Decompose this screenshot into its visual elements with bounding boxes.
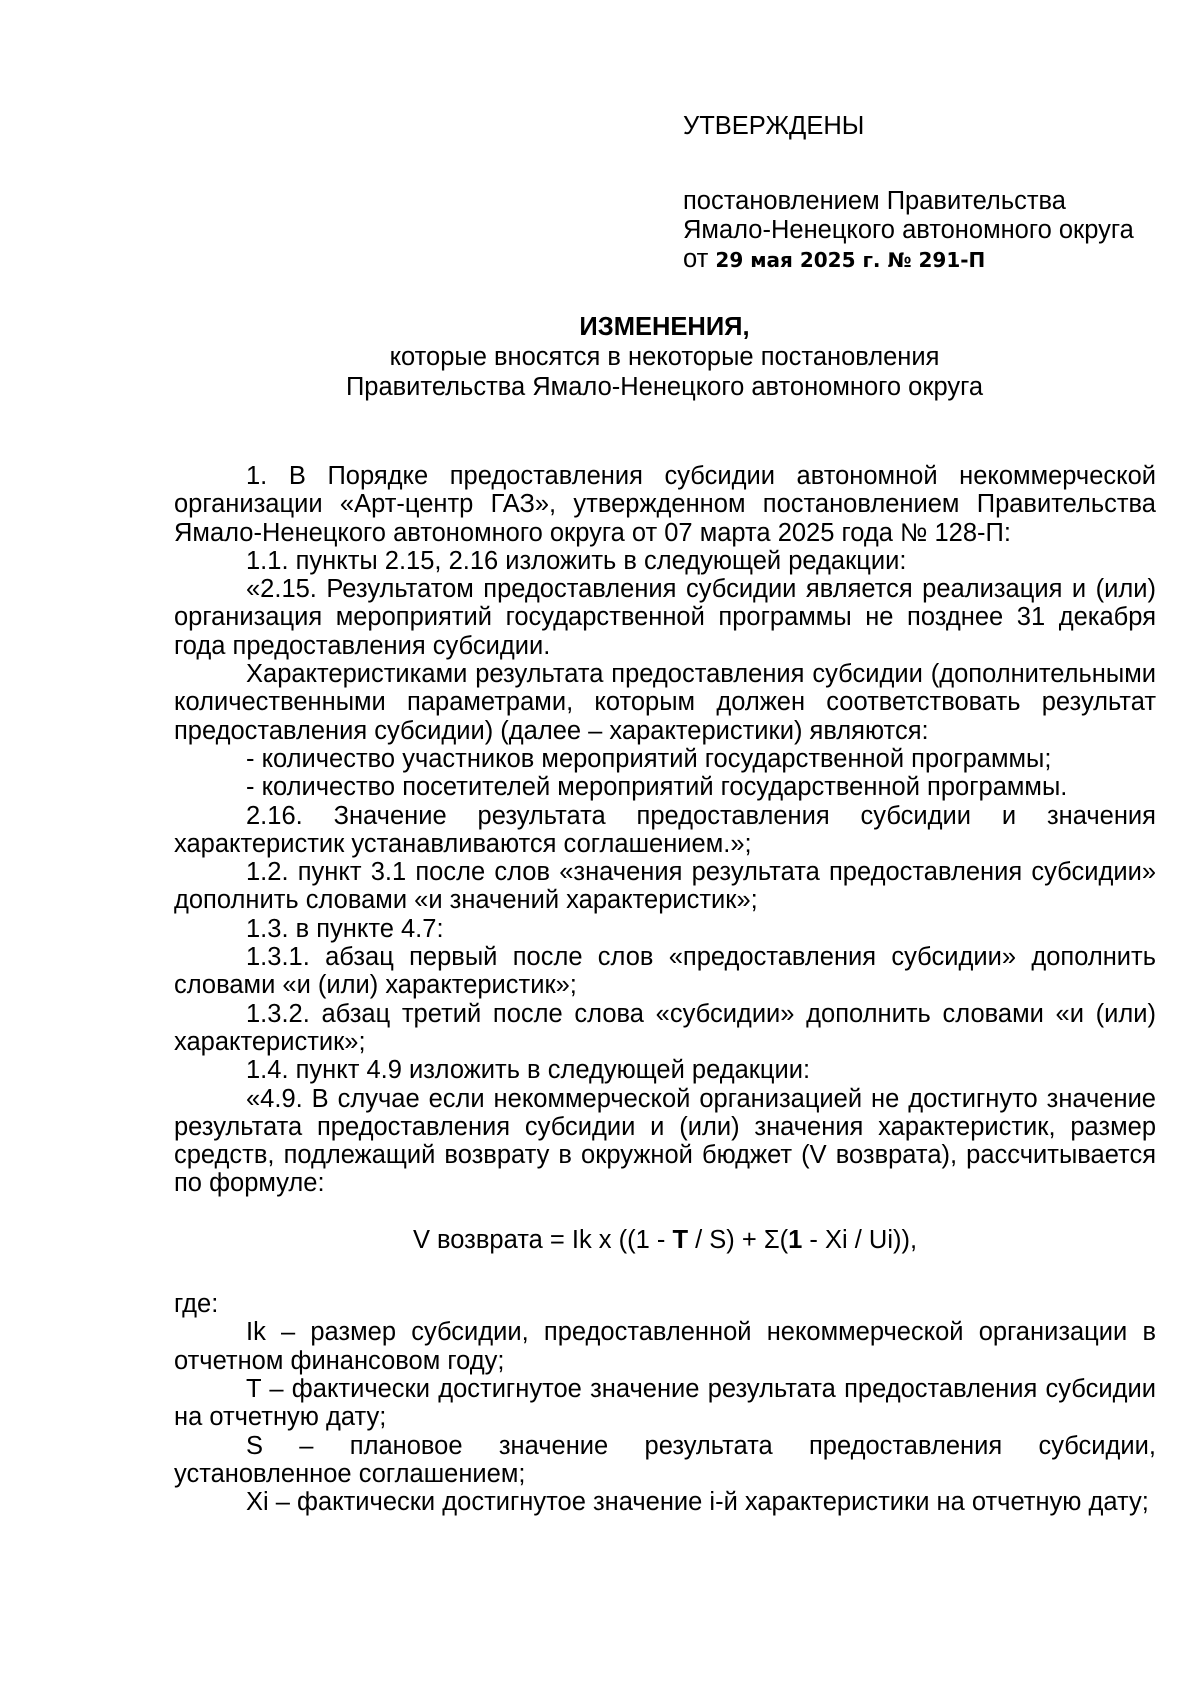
where-label: где: xyxy=(174,1290,219,1319)
paragraph: «2.15. Результатом предоставления субсидии является реализация и (или) организация мероприятий государственной программы не позднее 31 декабря года предоставления субсидии. xyxy=(174,575,1156,660)
paragraph: 1.3. в пункте 4.7: xyxy=(246,914,444,943)
definition: Xi – фактически достигнутое значение i-й характеристики на отчетную дату; xyxy=(246,1488,1149,1517)
paragraph: 1.2. пункт 3.1 после слов «значения результата предоставления субсидии» дополнить словами «и значений характеристик»; xyxy=(174,858,1156,915)
formula-t: T xyxy=(672,1225,689,1254)
formula-one: 1 xyxy=(788,1225,803,1254)
paragraph: 1.1. пункты 2.15, 2.16 изложить в следующей редакции: xyxy=(246,546,907,575)
approval-line-2: Ямало-Ненецкого автономного округа xyxy=(683,216,1134,244)
paragraph: 1.4. пункт 4.9 изложить в следующей редакции: xyxy=(246,1056,811,1085)
approval-date-line xyxy=(683,245,1134,275)
paragraph: 1.3.1. абзац первый после слов «предоставления субсидии» дополнить словами «и (или) характеристик»; xyxy=(174,943,1156,1000)
paragraph: 2.16. Значение результата предоставления субсидии и значения характеристик устанавливаются соглашением.»; xyxy=(174,801,1156,858)
formula-part: / S) + xyxy=(688,1225,764,1254)
title-sub-1: которые вносятся в некоторые постановления xyxy=(389,343,940,371)
definition: T – фактически достигнутое значение результата предоставления субсидии на отчетную дату; xyxy=(174,1374,1156,1432)
title-main: ИЗМЕНЕНИЯ, xyxy=(579,313,750,341)
approval-line-1: постановлением Правительства xyxy=(683,187,1066,215)
document-title xyxy=(172,312,1157,402)
approval-date-stamp: 29 мая 2025 г. № 291-П xyxy=(715,248,986,272)
formula-part: ( xyxy=(779,1225,789,1254)
formula xyxy=(174,1226,1156,1254)
approval-heading: УТВЕРЖДЕНЫ xyxy=(683,112,865,140)
approval-block xyxy=(683,112,1134,275)
document-body xyxy=(174,462,1156,1516)
title-sub-2: Правительства Ямало-Ненецкого автономного округа xyxy=(345,373,984,401)
paragraph: «4.9. В случае если некоммерческой организацией не достигнуто значение результата предоставления субсидии и (или) значения характеристик, размер средств, подлежащий возврату в окружной бюджет (V возврата), рассчитывается по формуле: xyxy=(174,1084,1156,1198)
list-item: - количество участников мероприятий государственной программы; xyxy=(246,744,1052,773)
paragraph: Характеристиками результата предоставления субсидии (дополнительными количественными параметрами, которым должен соответствовать результат предоставления субсидии) (далее – характеристики) являются: xyxy=(174,660,1156,745)
approval-ot: от xyxy=(683,245,709,273)
list-item: - количество посетителей мероприятий государственной программы. xyxy=(246,773,1068,802)
formula-part: V возврата = Ik x ((1 - xyxy=(412,1225,673,1254)
formula-sigma: Σ xyxy=(763,1225,780,1254)
paragraph: 1. В Порядке предоставления субсидии автономной некоммерческой организации «Арт-центр ГАЗ», утвержденном постановлением Правительства Ямало-Ненецкого автономного округа от 07 марта 2025 года № 128-П: xyxy=(174,462,1156,547)
definition: S – плановое значение результата предоставления субсидии, установленное соглашением; xyxy=(174,1431,1156,1488)
paragraph: 1.3.2. абзац третий после слова «субсидии» дополнить словами «и (или) характеристик»; xyxy=(174,999,1156,1056)
definition: Ik – размер субсидии, предоставленной некоммерческой организации в отчетном финансовом году; xyxy=(174,1318,1156,1375)
formula-part: - Xi / Ui)), xyxy=(802,1225,918,1254)
